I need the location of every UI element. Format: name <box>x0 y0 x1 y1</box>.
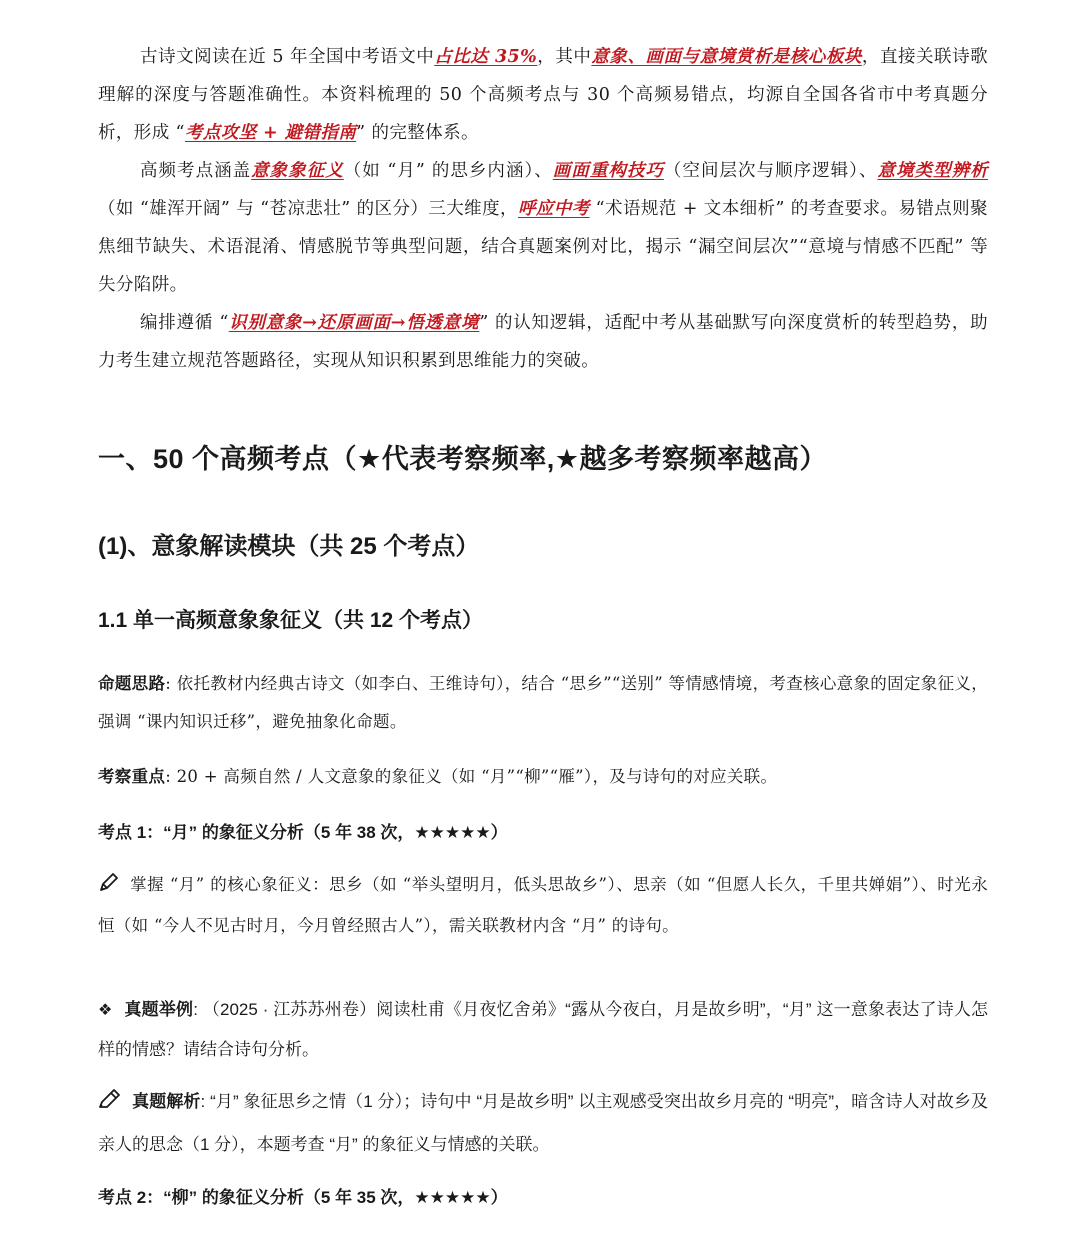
proposition-idea-label: 命题思路 <box>98 675 166 693</box>
exam-point-2-title: 考点 2：“柳” 的象征义分析（5 年 35 次，★★★★★） <box>98 1188 508 1207</box>
real-exam-example <box>98 990 988 1070</box>
subsection-heading: 1.1 单一高频意象象征义（共 12 个考点） <box>98 609 484 632</box>
proposition-idea <box>98 665 988 741</box>
exam-focus-text: : 20 + 高频自然 / 人文意象的象征义（如 “月”“柳”“雁”），及与诗句的对应关联。 <box>165 767 778 786</box>
highlight-text: 画面重构技巧 <box>552 161 664 181</box>
module-heading: (1)、意象解读模块（共 25 个考点） <box>98 533 480 560</box>
mastery-note <box>98 866 988 945</box>
real-exam-analysis <box>98 1082 988 1165</box>
highlight-text: 占比达 35% <box>434 47 538 67</box>
highlight-text: 意境类型辨析 <box>877 161 988 181</box>
intro-section <box>98 38 988 380</box>
proposition-idea-text: : 依托教材内经典古诗文（如李白、王维诗句），结合 “思乡”“送别” 等情感情境，考查核心意象的固定象征义，强调 “课内知识迁移”，避免抽象化命题。 <box>98 674 989 731</box>
diamond-bullet-icon: ❖ <box>98 1000 113 1019</box>
mastery-note-text: 掌握 “月” 的核心象征义：思乡（如 “举头望明月，低头思故乡”）、思亲（如 “但愿人长久，千里共婵娟”）、时光永恒（如 “今人不见古时月，今月曾经照古人”），需关联教材内含 “月” 的诗句。 <box>98 875 988 935</box>
highlight-text: 识别意象→还原画面→悟透意境 <box>228 313 480 333</box>
document-page <box>98 0 989 1207</box>
pencil-icon <box>98 869 120 907</box>
intro-paragraph-3: 编排遵循 “识别意象→还原画面→悟透意境” 的认知逻辑，适配中考从基础默写向深度赏析的转型趋势，助力考生建立规范答题路径，实现从知识积累到思维能力的突破。 <box>98 313 988 371</box>
real-exam-analysis-label: 真题解析 <box>132 1092 201 1111</box>
highlight-text: 呼应中考 <box>517 199 590 219</box>
real-exam-analysis-text: : “月” 象征思乡之情（1 分）；诗句中 “月是故乡明” 以主观感受突出故乡月亮的 “明亮”，暗含诗人对故乡及亲人的思念（1 分），本题考查 “月” 的象征义与情感的关联。 <box>98 1092 989 1154</box>
real-exam-example-label: 真题举例 <box>124 1000 194 1019</box>
highlight-text: 意象、画面与意境赏析是核心板块 <box>591 47 862 67</box>
intro-paragraph-1: 古诗文阅读在近 5 年全国中考语文中占比达 35%，其中意象、画面与意境赏析是核心板块，直接关联诗歌理解的深度与答题准确性。本资料梳理的 50 个高频考点与 30 个高频易错点，均源自全国各省市中考真题分析，形成 “考点攻坚 + 避错指南” 的完整体系。 <box>98 47 989 143</box>
exam-focus <box>98 758 988 796</box>
pencil-icon <box>98 1085 122 1125</box>
intro-paragraph-2: 高频考点涵盖意象象征义（如 “月” 的思乡内涵）、画面重构技巧（空间层次与顺序逻辑）、意境类型辨析（如 “雄浑开阔” 与 “苍凉悲壮” 的区分）三大维度，呼应中考 “术语规范 + 文本细析” 的考查要求。易错点则聚焦细节缺失、术语混淆、情感脱节等典型问题，结合真题案例对比，揭示 “漏空间层次”“意境与情感不匹配” 等失分陷阱。 <box>98 161 988 295</box>
real-exam-example-text: : （2025 · 江苏苏州卷）阅读杜甫《月夜忆舍弟》“露从今夜白，月是故乡明”，“月” 这一意象表达了诗人怎样的情感？请结合诗句分析。 <box>98 1000 988 1059</box>
exam-focus-label: 考察重点 <box>98 768 166 786</box>
exam-point-1-title: 考点 1：“月” 的象征义分析（5 年 38 次，★★★★★） <box>98 823 508 842</box>
highlight-text: 考点攻坚 + 避错指南 <box>184 123 357 143</box>
highlight-text: 意象象征义 <box>251 161 344 181</box>
section-heading-level-1: 一、50 个高频考点（★代表考察频率,★越多考察频率越高） <box>98 444 827 474</box>
